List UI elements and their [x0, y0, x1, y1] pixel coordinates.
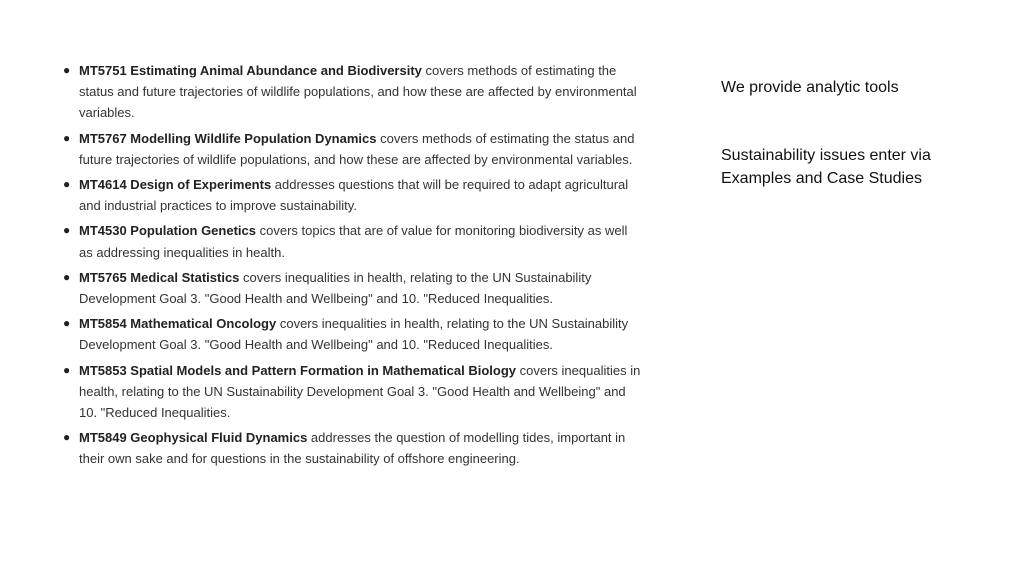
course-description: covers inequalities in health, relating to the UN Sustainability Development Goal 3. "Good Health and Wellbeing" and 10. "Reduced Inequalities.	[79, 362, 641, 421]
course-title: MT5854 Mathematical Oncology	[79, 316, 277, 332]
course-description: covers methods of estimating the status and future trajectories of wildlife populations, and how these are affected by environmental variables.	[79, 63, 637, 121]
course-title: MT5751 Estimating Animal Abundance and Biodiversity	[79, 63, 422, 78]
course-title: MT5765 Medical Statistics	[79, 269, 240, 285]
list-item	[62, 220, 642, 262]
sustainability-line-1: Sustainability issues enter via	[721, 147, 931, 164]
list-item	[62, 427, 642, 469]
bullet-icon: ●	[63, 223, 71, 238]
course-title: MT4614 Design of Experiments	[79, 177, 272, 193]
course-title: MT5767 Modelling Wildlife Population Dynamics	[79, 130, 377, 146]
bullet-icon: ●	[63, 177, 71, 192]
course-description: covers inequalities in health, relating to the UN Sustainability Development Goal 3. "Good Health and Wellbeing" and 10. "Reduced Inequalities.	[79, 316, 629, 353]
course-title: MT5849 Geophysical Fluid Dynamics	[79, 430, 308, 446]
bullet-icon: ●	[63, 430, 71, 445]
bullet-icon: ●	[63, 269, 71, 284]
analytic-tools-text: We provide analytic tools	[721, 79, 899, 96]
bullet-icon: ●	[63, 63, 71, 77]
bullet-icon: ●	[63, 362, 71, 377]
list-item	[62, 60, 642, 124]
course-description: addresses the question of modelling tides, important in their own sake and for questions in the sustainability of offshore engineering.	[79, 430, 626, 467]
course-title: MT4530 Population Genetics	[79, 223, 256, 239]
bullet-icon: ●	[63, 130, 71, 145]
course-title: MT5853 Spatial Models and Pattern Formation in Mathematical Biology	[79, 362, 517, 378]
list-item	[62, 174, 642, 216]
course-description: covers methods of estimating the status and future trajectories of wildlife populations, and how these are affected by environmental variables.	[79, 130, 635, 167]
bullet-icon: ●	[63, 316, 71, 331]
course-description: covers topics that are of value for monitoring biodiversity as well as addressing inequalities in health.	[79, 223, 628, 260]
course-list	[62, 60, 642, 474]
list-item	[62, 267, 642, 309]
analytic-tools-note	[721, 76, 981, 99]
course-description: addresses questions that will be required to adapt agricultural and industrial practices to improve sustainability.	[79, 177, 629, 214]
sustainability-note	[721, 144, 981, 190]
sustainability-line-2: Examples and Case Studies	[721, 170, 922, 187]
course-description: covers inequalities in health, relating to the UN Sustainability Development Goal 3. "Good Health and Wellbeing" and 10. "Reduced Inequalities.	[79, 269, 592, 307]
list-item	[62, 313, 642, 355]
list-item	[62, 128, 642, 170]
list-item	[62, 360, 642, 424]
